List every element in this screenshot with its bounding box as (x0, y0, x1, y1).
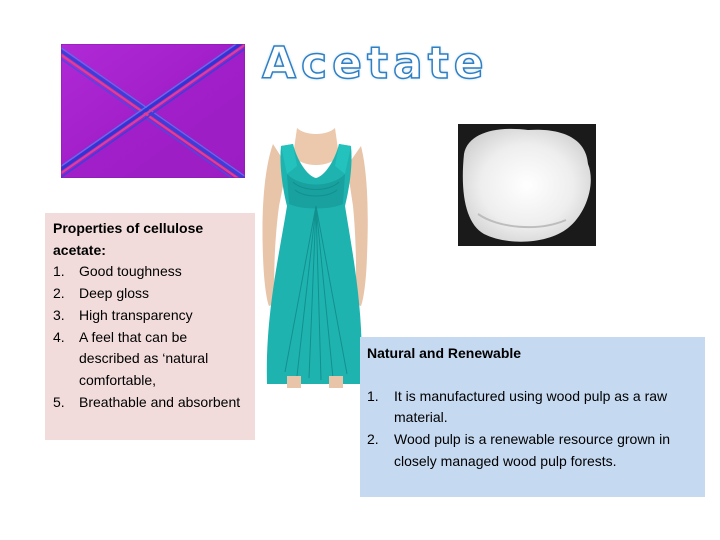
list-text: High transparency (79, 306, 193, 323)
list-item (367, 429, 699, 472)
list-number: 2. (53, 285, 65, 302)
list-item (53, 305, 251, 327)
list-item (53, 283, 251, 305)
list-number: 5. (53, 393, 65, 410)
list-item (367, 386, 699, 429)
fabric-swatch-image (61, 44, 245, 178)
list-text: It is manufactured using wood pulp as a raw material. (394, 387, 668, 426)
properties-list (53, 261, 251, 413)
list-text: A feel that can be described as ‘natural comfortable, (79, 328, 209, 388)
list-text: Good toughness (79, 263, 182, 280)
natural-heading: Natural and Renewable (367, 345, 522, 361)
list-item (53, 261, 251, 283)
list-number: 2. (367, 431, 379, 448)
list-number: 1. (53, 263, 65, 280)
slide-title: Acetate (262, 38, 489, 89)
list-item (53, 327, 251, 392)
teal-dress-image (257, 126, 375, 388)
list-number: 1. (367, 387, 379, 404)
properties-box (45, 213, 255, 440)
natural-list (367, 386, 699, 473)
properties-heading (53, 218, 251, 261)
natural-renewable-box (360, 337, 705, 497)
list-text: Deep gloss (79, 285, 150, 302)
acetate-fibre-image (458, 124, 596, 246)
list-text: Wood pulp is a renewable resource grown in closely managed wood pulp forests. (394, 431, 671, 469)
properties-heading-line2: acetate: (53, 241, 106, 258)
list-number: 3. (53, 306, 65, 323)
properties-heading-line1: Properties of cellulose (53, 220, 204, 236)
list-number: 4. (53, 328, 65, 345)
list-item (53, 392, 251, 414)
list-text: Breathable and absorbent (79, 393, 241, 410)
